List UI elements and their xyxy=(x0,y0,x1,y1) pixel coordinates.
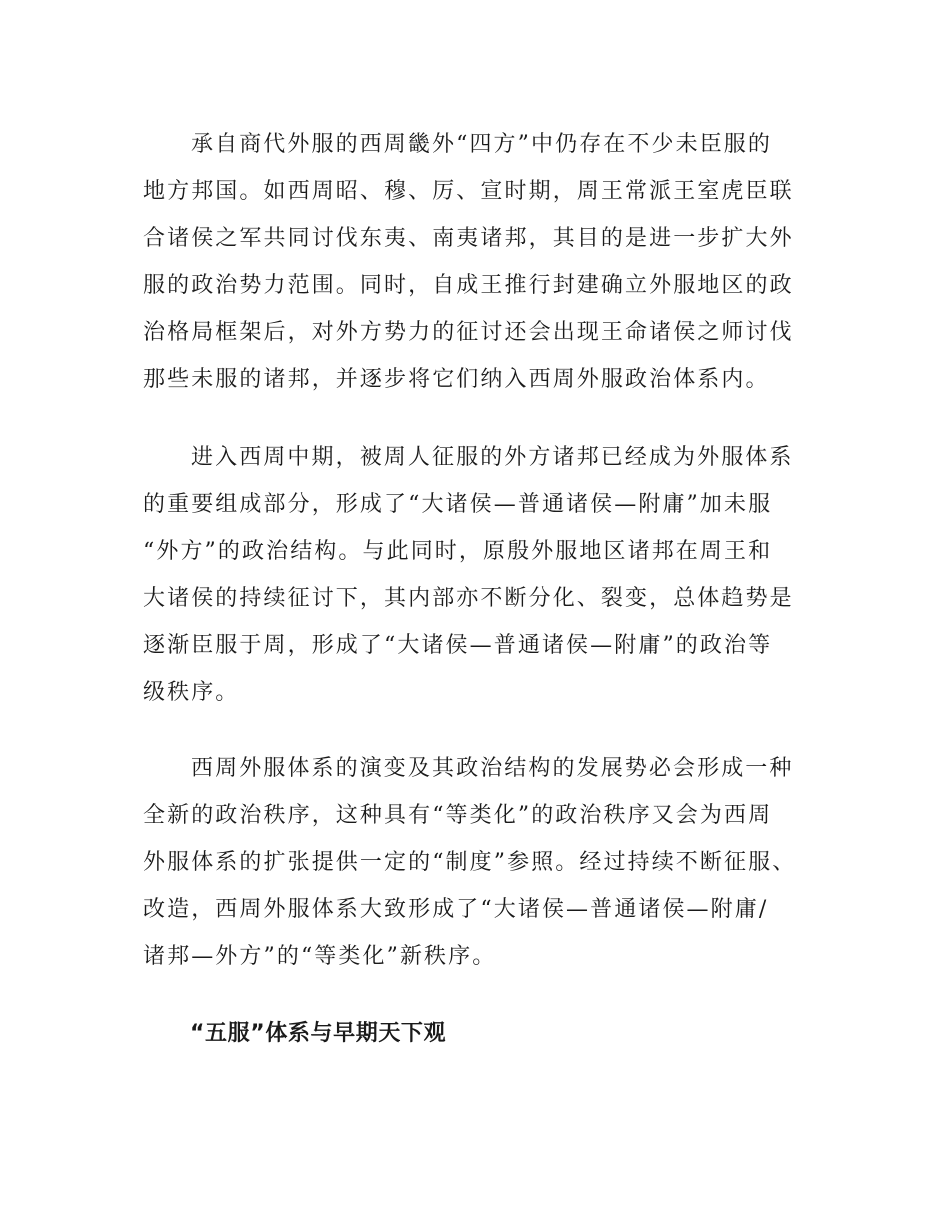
paragraph-line: 全新的政治秩序，这种具有“等类化”的政治秩序又会为西周 xyxy=(143,803,773,828)
paragraph-line: 诸邦—外方”的“等类化”新秩序。 xyxy=(143,944,497,969)
paragraph-line: 治格局框架后，对外方势力的征讨还会出现王命诸侯之师讨伐 xyxy=(143,320,794,345)
paragraph-line: 合诸侯之军共同讨伐东夷、南夷诸邦，其目的是进一步扩大外 xyxy=(143,226,794,251)
paragraph-line: 逐渐臣服于周，形成了“大诸侯—普通诸侯—附庸”的政治等 xyxy=(143,633,773,658)
paragraph-line: “外方”的政治结构。与此同时，原殷外服地区诸邦在周王和 xyxy=(143,539,773,564)
paragraph-line: 那些未服的诸邦，并逐步将它们纳入西周外服政治体系内。 xyxy=(143,367,770,392)
section-heading: “五服”体系与早期天下观 xyxy=(190,1021,447,1046)
paragraph-line: 大诸侯的持续征讨下，其内部亦不断分化、裂变，总体趋势是 xyxy=(143,586,794,611)
paragraph-line: 级秩序。 xyxy=(143,680,240,705)
paragraph-line: 地方邦国。如西周昭、穆、厉、宣时期，周王常派王室虎臣联 xyxy=(143,179,794,204)
paragraph-line: 进入西周中期，被周人征服的外方诸邦已经成为外服体系 xyxy=(191,445,794,470)
paragraph-line: 外服体系的扩张提供一定的“制度”参照。经过持续不断征服、 xyxy=(143,850,797,875)
paragraph-line: 服的政治势力范围。同时，自成王推行封建确立外服地区的政 xyxy=(143,273,794,298)
paragraph-line: 西周外服体系的演变及其政治结构的发展势必会形成一种 xyxy=(191,756,794,781)
paragraph-line: 的重要组成部分，形成了“大诸侯—普通诸侯—附庸”加未服 xyxy=(143,492,773,517)
paragraph-1 xyxy=(143,121,823,403)
paragraph-line: 承自商代外服的西周畿外“四方”中仍存在不少未臣服的 xyxy=(191,132,772,157)
paragraph-3 xyxy=(143,745,823,980)
paragraph-2 xyxy=(143,434,823,716)
paragraph-line: 改造，西周外服体系大致形成了“大诸侯—普通诸侯—附庸/ xyxy=(143,897,769,922)
